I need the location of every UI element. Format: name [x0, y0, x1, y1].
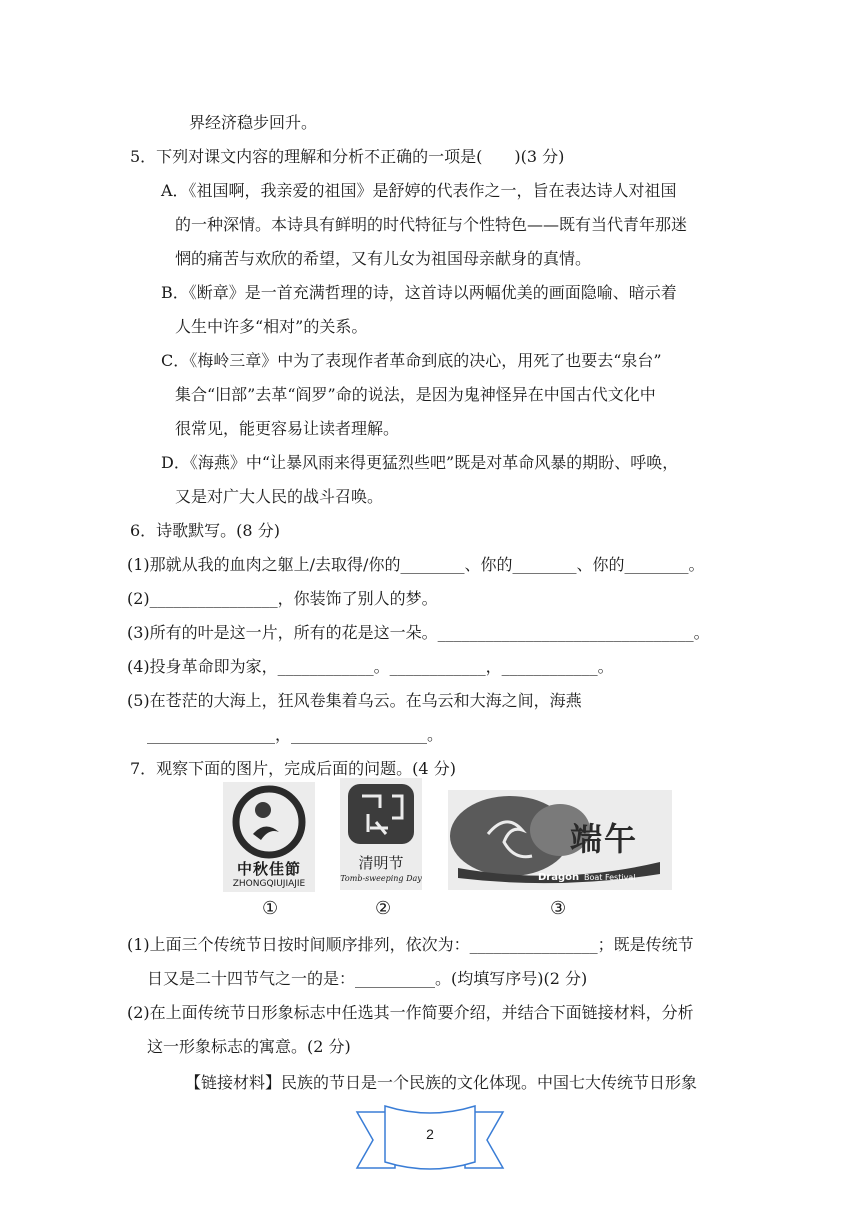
- logo-cn-text: 清明节: [358, 854, 404, 872]
- question-7: 7．观察下面的图片，完成后面的问题。(4 分): [130, 759, 456, 778]
- option-c-line: 集合“旧部”去革“阎罗”命的说法，是因为鬼神怪异在中国古代文化中: [175, 385, 656, 404]
- option-a-line: A．《祖国啊，我亲爱的祖国》是舒婷的代表作之一，旨在表达诗人对祖国: [161, 181, 677, 200]
- question-6-item: (2)________________，你装饰了别人的梦。: [127, 589, 438, 608]
- logo-en-text: ZHONGQIUJIAJIE: [232, 879, 306, 889]
- option-c-line: 很常见，能更容易让读者理解。: [175, 419, 400, 438]
- image-number-2: ②: [375, 898, 392, 919]
- option-a-line: 惘的痛苦与欢欣的希望，又有儿女为祖国母亲献身的真情。: [175, 249, 592, 268]
- question-6-item: (1)那就从我的血肉之躯上/去取得/你的________、你的________、你的________。: [127, 555, 705, 574]
- question-6-item: (5)在苍茫的大海上，狂风卷集着乌云。在乌云和大海之间，海燕: [127, 691, 582, 710]
- question-7-item: (1)上面三个传统节日按时间顺序排列，依次为：________________；既是传统节: [127, 935, 694, 954]
- option-b-line: 人生中许多“相对”的关系。: [175, 317, 368, 336]
- option-d-line: D．《海燕》中“让暴风雨来得更猛烈些吧”既是对革命风暴的期盼、呼唤，: [161, 453, 679, 472]
- logo-en-text: Dragon: [538, 872, 580, 883]
- question-7-item: 日又是二十四节气之一的是：__________。(均填写序号)(2 分): [147, 969, 588, 988]
- question-7-item: 这一形象标志的寓意。(2 分): [147, 1037, 351, 1056]
- dragon-boat-logo-image: [448, 790, 672, 890]
- option-c-line: C．《梅岭三章》中为了表现作者革命到底的决心，用死了也要去“泉台”: [161, 351, 662, 370]
- question-5: 5．下列对课文内容的理解和分析不正确的一项是( )(3 分): [130, 147, 565, 166]
- mid-autumn-logo-image: [223, 782, 315, 892]
- page-number: 2: [426, 1126, 434, 1142]
- option-d-line: 又是对广大人民的战斗召唤。: [175, 487, 384, 506]
- question-7-item: (2)在上面传统节日形象标志中任选其一作简要介绍，并结合下面链接材料，分析: [127, 1003, 694, 1022]
- logo-cn-text: 中秋佳節: [236, 860, 301, 878]
- logo-en-text: Tomb-sweeping Day: [340, 874, 422, 883]
- question-6-item: ________________，_________________。: [147, 725, 444, 744]
- link-material: 【链接材料】民族的节日是一个民族的文化体现。中国七大传统节日形象: [185, 1073, 698, 1092]
- option-a-line: 的一种深情。本诗具有鲜明的时代特征与个性特色——既有当代青年那迷: [175, 215, 688, 234]
- question-6-item: (4)投身革命即为家，____________。____________，____________。: [127, 657, 614, 676]
- question-6-item: (3)所有的叶是这一片，所有的花是这一朵。________________________________。: [127, 623, 710, 642]
- logo-cn-text: 端午: [570, 820, 639, 858]
- image-number-1: ①: [262, 898, 279, 919]
- question-6: 6．诗歌默写。(8 分): [130, 521, 280, 540]
- page-footer: [355, 1100, 505, 1180]
- option-b-line: B．《断章》是一首充满哲理的诗，这首诗以两幅优美的画面隐喻、暗示着: [161, 283, 677, 302]
- logo-en-text: Boat Festival: [584, 873, 636, 882]
- qingming-logo-image: [340, 778, 422, 890]
- image-number-3: ③: [550, 898, 567, 919]
- text-line: 界经济稳步回升。: [189, 113, 318, 132]
